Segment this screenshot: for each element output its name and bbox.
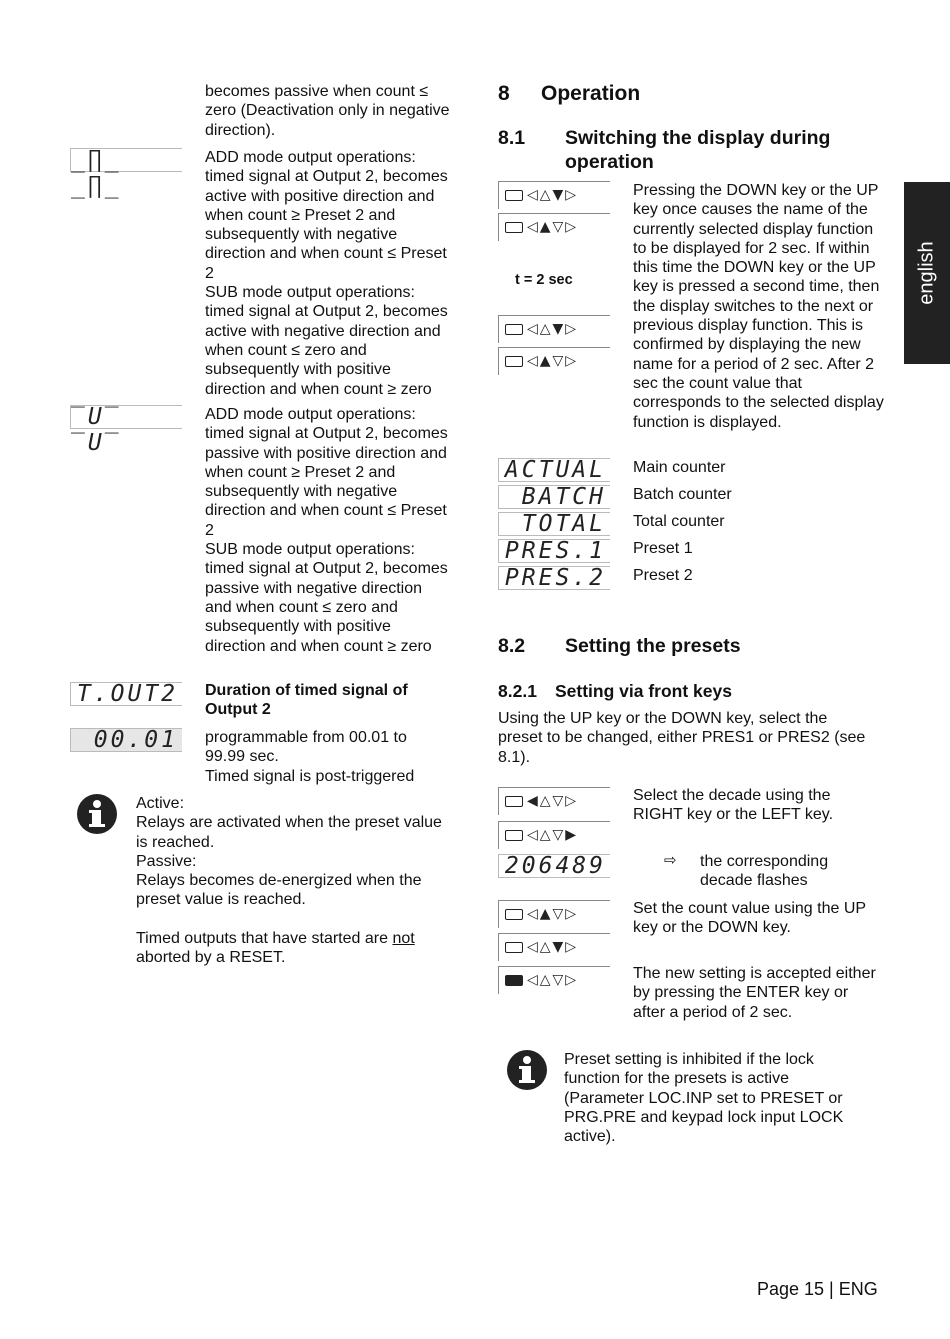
lcd-actual-text: ACTUAL <box>504 457 606 483</box>
lcd-pres2 <box>498 566 610 590</box>
section-821-title: Setting via front keys <box>555 681 732 701</box>
language-tab <box>904 182 950 364</box>
info-icon-right <box>506 1049 548 1091</box>
note-line-passive: Passive: <box>136 852 197 870</box>
counter-batch-label: Batch counter <box>633 486 732 503</box>
lcd-tout-value <box>70 728 182 752</box>
key-diagram-down-glyphs: ◁△▼▷ <box>505 185 578 205</box>
key-diagram-down <box>498 181 610 209</box>
lcd-tout <box>70 682 182 706</box>
key-diagram-down-2-glyphs: ◁△▼▷ <box>505 319 578 339</box>
right-note: Preset setting is inhibited if the lock function for the presets is active (Parameter LOC.INP set to PRESET or PRG.PRE and keypad lock input LOCK active). <box>564 1051 844 1146</box>
language-tab-label: english <box>915 241 938 305</box>
mode-active-text: ADD mode output operations: timed signal at Output 2, becomes active with positive direction and when count ≥ Preset 2 and subsequently with negative direction and when count ≤ Preset 2 SUB mode output operations: timed signal at Output 2, becomes active with negative direction and when count ≤ zero and subsequently with positive direction and when count ≥ zero <box>205 149 448 398</box>
note-line-active: Active: <box>136 795 185 812</box>
key-diagram-down-3-glyphs: ◁△▼▷ <box>505 937 578 957</box>
section-81-text: Pressing the DOWN key or the UP key once causes the name of the currently selected display function to be displayed for 2 sec. If within this time the DOWN key or the UP key is pressed a second time, then the display switches to the next or previous display function. This is confirmed by displaying the new name for a period of 2 sec. After 2 sec the count value that corresponds to the selected display function is displayed. <box>633 182 884 431</box>
lcd-mode-active <box>70 147 182 199</box>
counter-preset2-label: Preset 2 <box>633 567 693 584</box>
section-821-text: Using the UP key or the DOWN key, select the preset to be changed, either PRES1 or PRES2 (see 8.1). <box>498 710 866 766</box>
arrow-right-icon: ⇨ <box>664 851 677 869</box>
counter-total-label: Total counter <box>633 513 725 530</box>
section-82-number: 8.2 <box>498 635 526 657</box>
step-decade-flashes: the corresponding decade flashes <box>700 853 829 890</box>
section-81-title: Switching the display during operation <box>565 127 831 173</box>
mode-passive-text: ADD mode output operations: timed signal at Output 2, becomes passive with positive direction and when count ≥ Preset 2 and subsequently with negative direction and when count ≤ Preset 2 SUB mode output operations: timed signal at Output 2, becomes passive with negative direction and when count ≤ zero and subsequently with positive direction and when count ≥ zero <box>205 406 448 655</box>
note-reset <box>136 929 446 968</box>
time-label: t = 2 sec <box>515 272 573 288</box>
lcd-tout-value-text: 00.01 <box>93 727 178 753</box>
key-diagram-left <box>498 787 610 815</box>
lcd-total-text: TOTAL <box>521 511 606 537</box>
lcd-pres1 <box>498 539 610 563</box>
key-diagram-right <box>498 821 610 849</box>
left-note <box>136 794 446 967</box>
lcd-digits <box>498 854 610 878</box>
intro-text: becomes passive when count ≤ zero (Deactivation only in negative direction). <box>205 83 450 139</box>
step-select-decade: Select the decade using the RIGHT key or the LEFT key. <box>633 787 834 824</box>
note-line-passive-desc: Relays becomes de-energized when the preset value is reached. <box>136 872 422 909</box>
lcd-batch <box>498 485 610 509</box>
info-icon <box>76 793 118 835</box>
lcd-actual <box>498 458 610 482</box>
key-diagram-up-3-glyphs: ◁▲▽▷ <box>505 904 578 924</box>
key-diagram-enter-glyphs: ◁△▽▷ <box>505 970 578 990</box>
lcd-pres1-text: PRES.1 <box>504 538 606 564</box>
key-diagram-right-glyphs: ◁△▽▶ <box>505 825 578 845</box>
lcd-mode-active-text: _∏_ _∏_ <box>71 147 122 199</box>
key-diagram-up-2 <box>498 347 610 375</box>
counter-main-label: Main counter <box>633 459 726 476</box>
section-81-number: 8.1 <box>498 127 526 149</box>
key-diagram-left-glyphs: ◀△▽▷ <box>505 791 578 811</box>
lcd-pres2-text: PRES.2 <box>504 565 606 591</box>
key-diagram-enter <box>498 966 610 994</box>
section-8-title: Operation <box>541 82 641 105</box>
section-8-number: 8 <box>498 82 510 105</box>
key-diagram-up-3 <box>498 900 610 928</box>
tout-text: programmable from 00.01 to 99.99 sec. Timed signal is post-triggered <box>205 729 415 785</box>
counter-preset1-label: Preset 1 <box>633 540 693 557</box>
key-diagram-down-2 <box>498 315 610 343</box>
key-diagram-down-3 <box>498 933 610 961</box>
lcd-total <box>498 512 610 536</box>
lcd-tout-text: T.OUT2 <box>76 681 178 707</box>
tout-heading: Duration of timed signal of Output 2 <box>205 682 408 719</box>
page-footer: Page 15 | ENG <box>757 1279 878 1299</box>
section-82-title: Setting the presets <box>565 635 741 657</box>
lcd-mode-passive <box>70 404 182 456</box>
step-set-count: Set the count value using the UP key or the DOWN key. <box>633 900 866 937</box>
note-reset-a: Timed outputs that have started are <box>136 929 393 947</box>
note-reset-b: aborted by a RESET. <box>136 949 286 967</box>
step-accept: The new setting is accepted either by pressing the ENTER key or after a period of 2 sec. <box>633 965 876 1021</box>
note-line-active-desc: Relays are activated when the preset value is reached. <box>136 814 442 851</box>
key-diagram-up-2-glyphs: ◁▲▽▷ <box>505 351 578 371</box>
lcd-mode-passive-text: ‾U‾ ‾U‾ <box>71 404 122 456</box>
key-diagram-up <box>498 213 610 241</box>
key-diagram-up-glyphs: ◁▲▽▷ <box>505 217 578 237</box>
lcd-batch-text: BATCH <box>521 484 606 510</box>
section-821-number: 8.2.1 <box>498 681 537 701</box>
note-reset-not: not <box>392 929 415 947</box>
lcd-digits-text: 206489 <box>504 853 606 879</box>
